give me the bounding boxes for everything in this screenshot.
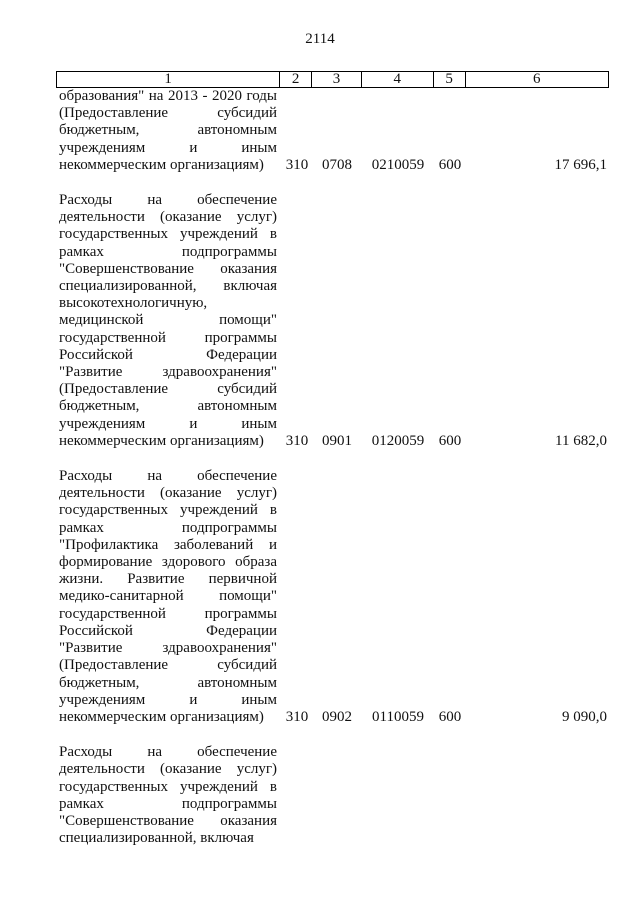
description-line: медицинской помощи"	[59, 312, 277, 329]
description-line: образования" на 2013 - 2020 годы	[59, 88, 277, 104]
description-line: учреждениям и иным	[59, 139, 277, 156]
description-line: деятельности (оказание услуг)	[59, 209, 277, 226]
description-line: рамках подпрограммы	[59, 795, 277, 812]
description-line: (Предоставление субсидий	[59, 381, 277, 398]
table-row	[56, 192, 609, 450]
header-col-5: 5	[434, 72, 466, 87]
row-col-5: 600	[438, 156, 462, 173]
budget-table	[56, 71, 609, 847]
description-line: "Совершенствование оказания	[59, 260, 277, 277]
header-col-1: 1	[57, 72, 280, 87]
row-col-6: 17 696,1	[554, 156, 607, 173]
table-row	[56, 744, 609, 847]
header-col-6: 6	[533, 71, 541, 87]
table-header-row	[56, 71, 609, 88]
table-row	[56, 468, 609, 726]
description-line: формирование здорового образа	[59, 554, 277, 571]
description-line: некоммерческим организациям)	[59, 156, 264, 173]
row-description	[56, 744, 280, 847]
description-line: (Предоставление субсидий	[59, 105, 277, 122]
description-line: "Развитие здравоохранения"	[59, 640, 277, 657]
header-col-3: 3	[312, 72, 362, 87]
header-col-2: 2	[280, 72, 312, 87]
description-line: высокотехнологичную,	[59, 295, 208, 312]
description-line: бюджетным, автономным	[59, 122, 277, 139]
row-col-6: 11 682,0	[555, 432, 607, 449]
description-line: Расходы на обеспечение	[59, 192, 277, 209]
description-line: Расходы на обеспечение	[59, 468, 277, 485]
description-line: специализированной, включая	[59, 278, 277, 295]
row-gap	[56, 726, 609, 744]
description-line: специализированной, включая	[59, 830, 254, 847]
row-description	[56, 468, 280, 726]
description-line: государственной программы	[59, 605, 277, 622]
row-gap	[56, 174, 609, 192]
row-gap	[56, 450, 609, 468]
row-col-3: 0901	[322, 432, 352, 449]
description-line: (Предоставление субсидий	[59, 657, 277, 674]
description-line: государственной программы	[59, 329, 277, 346]
description-line: государственных учреждений в	[59, 778, 277, 795]
row-col-2: 310	[285, 708, 309, 725]
page-number: 2114	[305, 31, 335, 47]
row-col-4: 0120059	[371, 432, 425, 449]
row-col-3: 0708	[322, 156, 352, 173]
description-line: Российской Федерации	[59, 346, 277, 363]
description-line: государственных учреждений в	[59, 226, 277, 243]
row-description	[56, 192, 280, 450]
row-col-2: 310	[285, 156, 309, 173]
row-col-4: 0210059	[371, 156, 425, 173]
description-line: учреждениям и иным	[59, 415, 277, 432]
description-line: медико-санитарной помощи"	[59, 588, 277, 605]
row-col-6: 9 090,0	[562, 708, 607, 725]
row-col-5: 600	[438, 708, 462, 725]
table-row	[56, 88, 609, 174]
description-line: "Совершенствование оказания	[59, 812, 277, 829]
row-col-5: 600	[438, 432, 462, 449]
description-line: "Развитие здравоохранения"	[59, 364, 277, 381]
table-body	[56, 88, 609, 847]
description-line: учреждениям и иным	[59, 691, 277, 708]
description-line: некоммерческим организациям)	[59, 708, 264, 725]
description-line: жизни. Развитие первичной	[59, 571, 277, 588]
description-line: государственных учреждений в	[59, 502, 277, 519]
description-line: рамках подпрограммы	[59, 243, 277, 260]
description-line: некоммерческим организациям)	[59, 432, 264, 449]
header-col-4: 4	[362, 72, 434, 87]
description-line: Расходы на обеспечение	[59, 744, 277, 761]
row-col-3: 0902	[322, 708, 352, 725]
row-description	[56, 88, 280, 174]
row-col-4: 0110059	[372, 708, 424, 725]
description-line: деятельности (оказание услуг)	[59, 761, 277, 778]
description-line: бюджетным, автономным	[59, 398, 277, 415]
description-line: рамках подпрограммы	[59, 519, 277, 536]
row-col-2: 310	[285, 432, 309, 449]
description-line: "Профилактика заболеваний и	[59, 536, 277, 553]
description-line: деятельности (оказание услуг)	[59, 485, 277, 502]
description-line: Российской Федерации	[59, 622, 277, 639]
description-line: бюджетным, автономным	[59, 674, 277, 691]
